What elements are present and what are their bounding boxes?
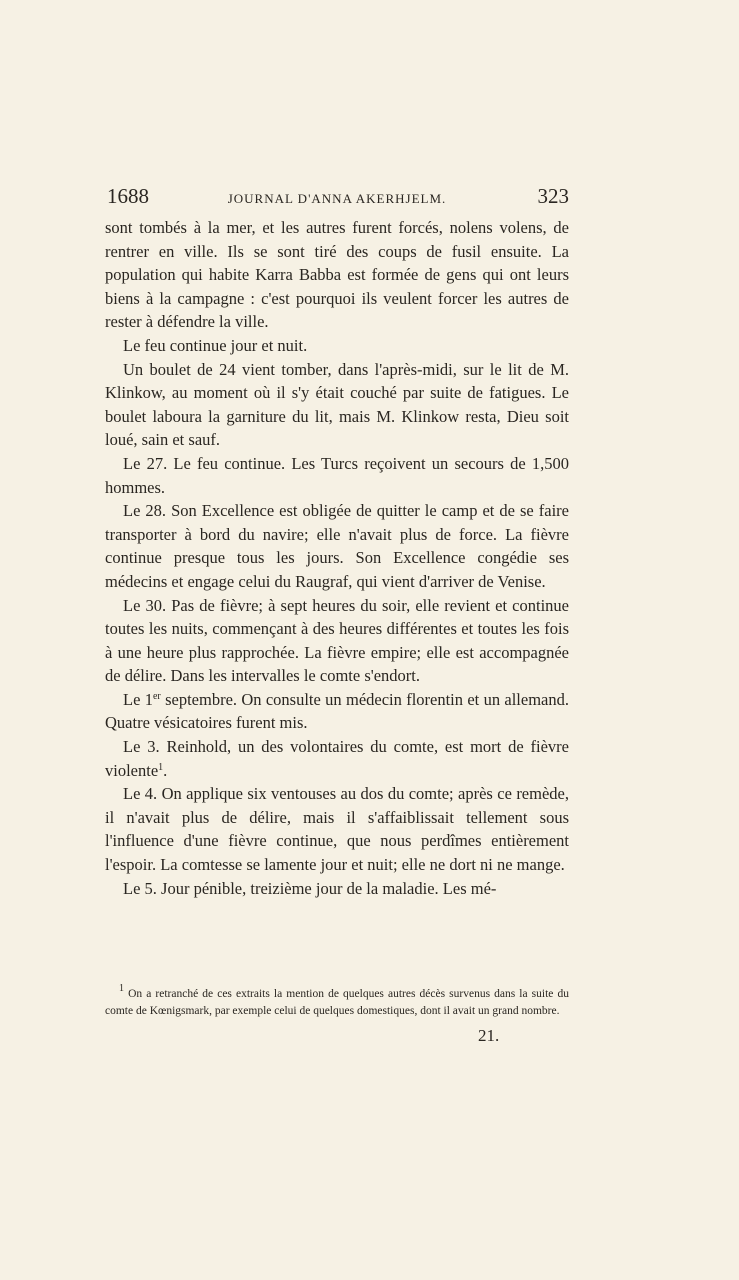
header-year: 1688 [107, 184, 149, 208]
paragraph-9: Le 4. On applique six ventouses au dos du comte; après ce remède, il n'avait plus de délire, mais il s'affaiblissait tellement sous l'influence d'une fièvre continue, que nous perdîmes entièrement l'espoir. La comtesse se lamente jour et nuit; elle ne dort ni ne mange. [105, 784, 569, 875]
paragraph-8-pre: Le 3. Reinhold, un des volontaires du comte, est mort de fièvre violente [105, 737, 569, 780]
paragraph-4: Le 27. Le feu continue. Les Turcs reçoivent un secours de 1,500 hommes. [105, 453, 569, 497]
footnote-reference: 1 [158, 761, 164, 773]
page-number: 323 [537, 184, 569, 208]
paragraph-5: Le 28. Son Excellence est obligée de quitter le camp et de se faire transporter à bord du navire; elle n'avait plus de force. La fièvre continue presque tous les jours. Son Excellence congédie ses médecins et engage celui du Raugraf, qui vient d'arriver de Venise. [105, 501, 569, 591]
running-header [105, 180, 569, 214]
footnote-body: On a retranché de ces extraits la mention de quelques autres décès survenus dans la suite du comte de Kœnigsmark, par exemple celui de quelques domestiques, dont il avait un grand nombre. [105, 988, 569, 1017]
footnote-marker: 1 [119, 983, 124, 994]
body-text [105, 216, 569, 900]
paragraph-8 [105, 735, 569, 782]
paragraph-6: Le 30. Pas de fièvre; à sept heures du soir, elle revient et continue toutes les nuits, commençant à des heures différentes et toutes les fois à une heure plus rapprochée. La fièvre empire; elle est accompagnée de délire. Dans les intervalles le comte s'endort. [105, 595, 569, 686]
paragraph-7-post: septembre. On consulte un médecin florentin et un allemand. Quatre vésicatoires furent mis. [105, 689, 569, 733]
paragraph-8-post: . [163, 760, 168, 780]
paragraph-7-pre: Le 1 [123, 689, 153, 709]
signature-mark: 21. [478, 1026, 500, 1045]
paragraph-7 [105, 688, 569, 735]
paragraph-10: Le 5. Jour pénible, treizième jour de la maladie. Les mé- [123, 878, 497, 898]
superscript-er: er [152, 690, 161, 702]
footnote [105, 983, 569, 1020]
paragraph-2: Le feu continue jour et nuit. [123, 335, 308, 355]
paragraph-1: sont tombés à la mer, et les autres furent forcés, nolens volens, de rentrer en ville. Ils se sont tiré des coups de fusil ensuite. La population qui habite Karra Babba est formée de gens qui ont leurs biens à la campagne : c'est pourquoi ils veulent forcer les autres de rester à défendre la ville. [105, 218, 569, 332]
footnote-text [105, 983, 569, 1020]
header-title: JOURNAL D'ANNA AKERHJELM. [227, 191, 447, 206]
paragraph-3: Un boulet de 24 vient tomber, dans l'après-midi, sur le lit de M. Klinkow, au moment où il s'y était couché par suite de fatigues. Le boulet laboura la garniture du lit, mais M. Klinkow resta, Dieu soit loué, sain et sauf. [105, 359, 569, 450]
